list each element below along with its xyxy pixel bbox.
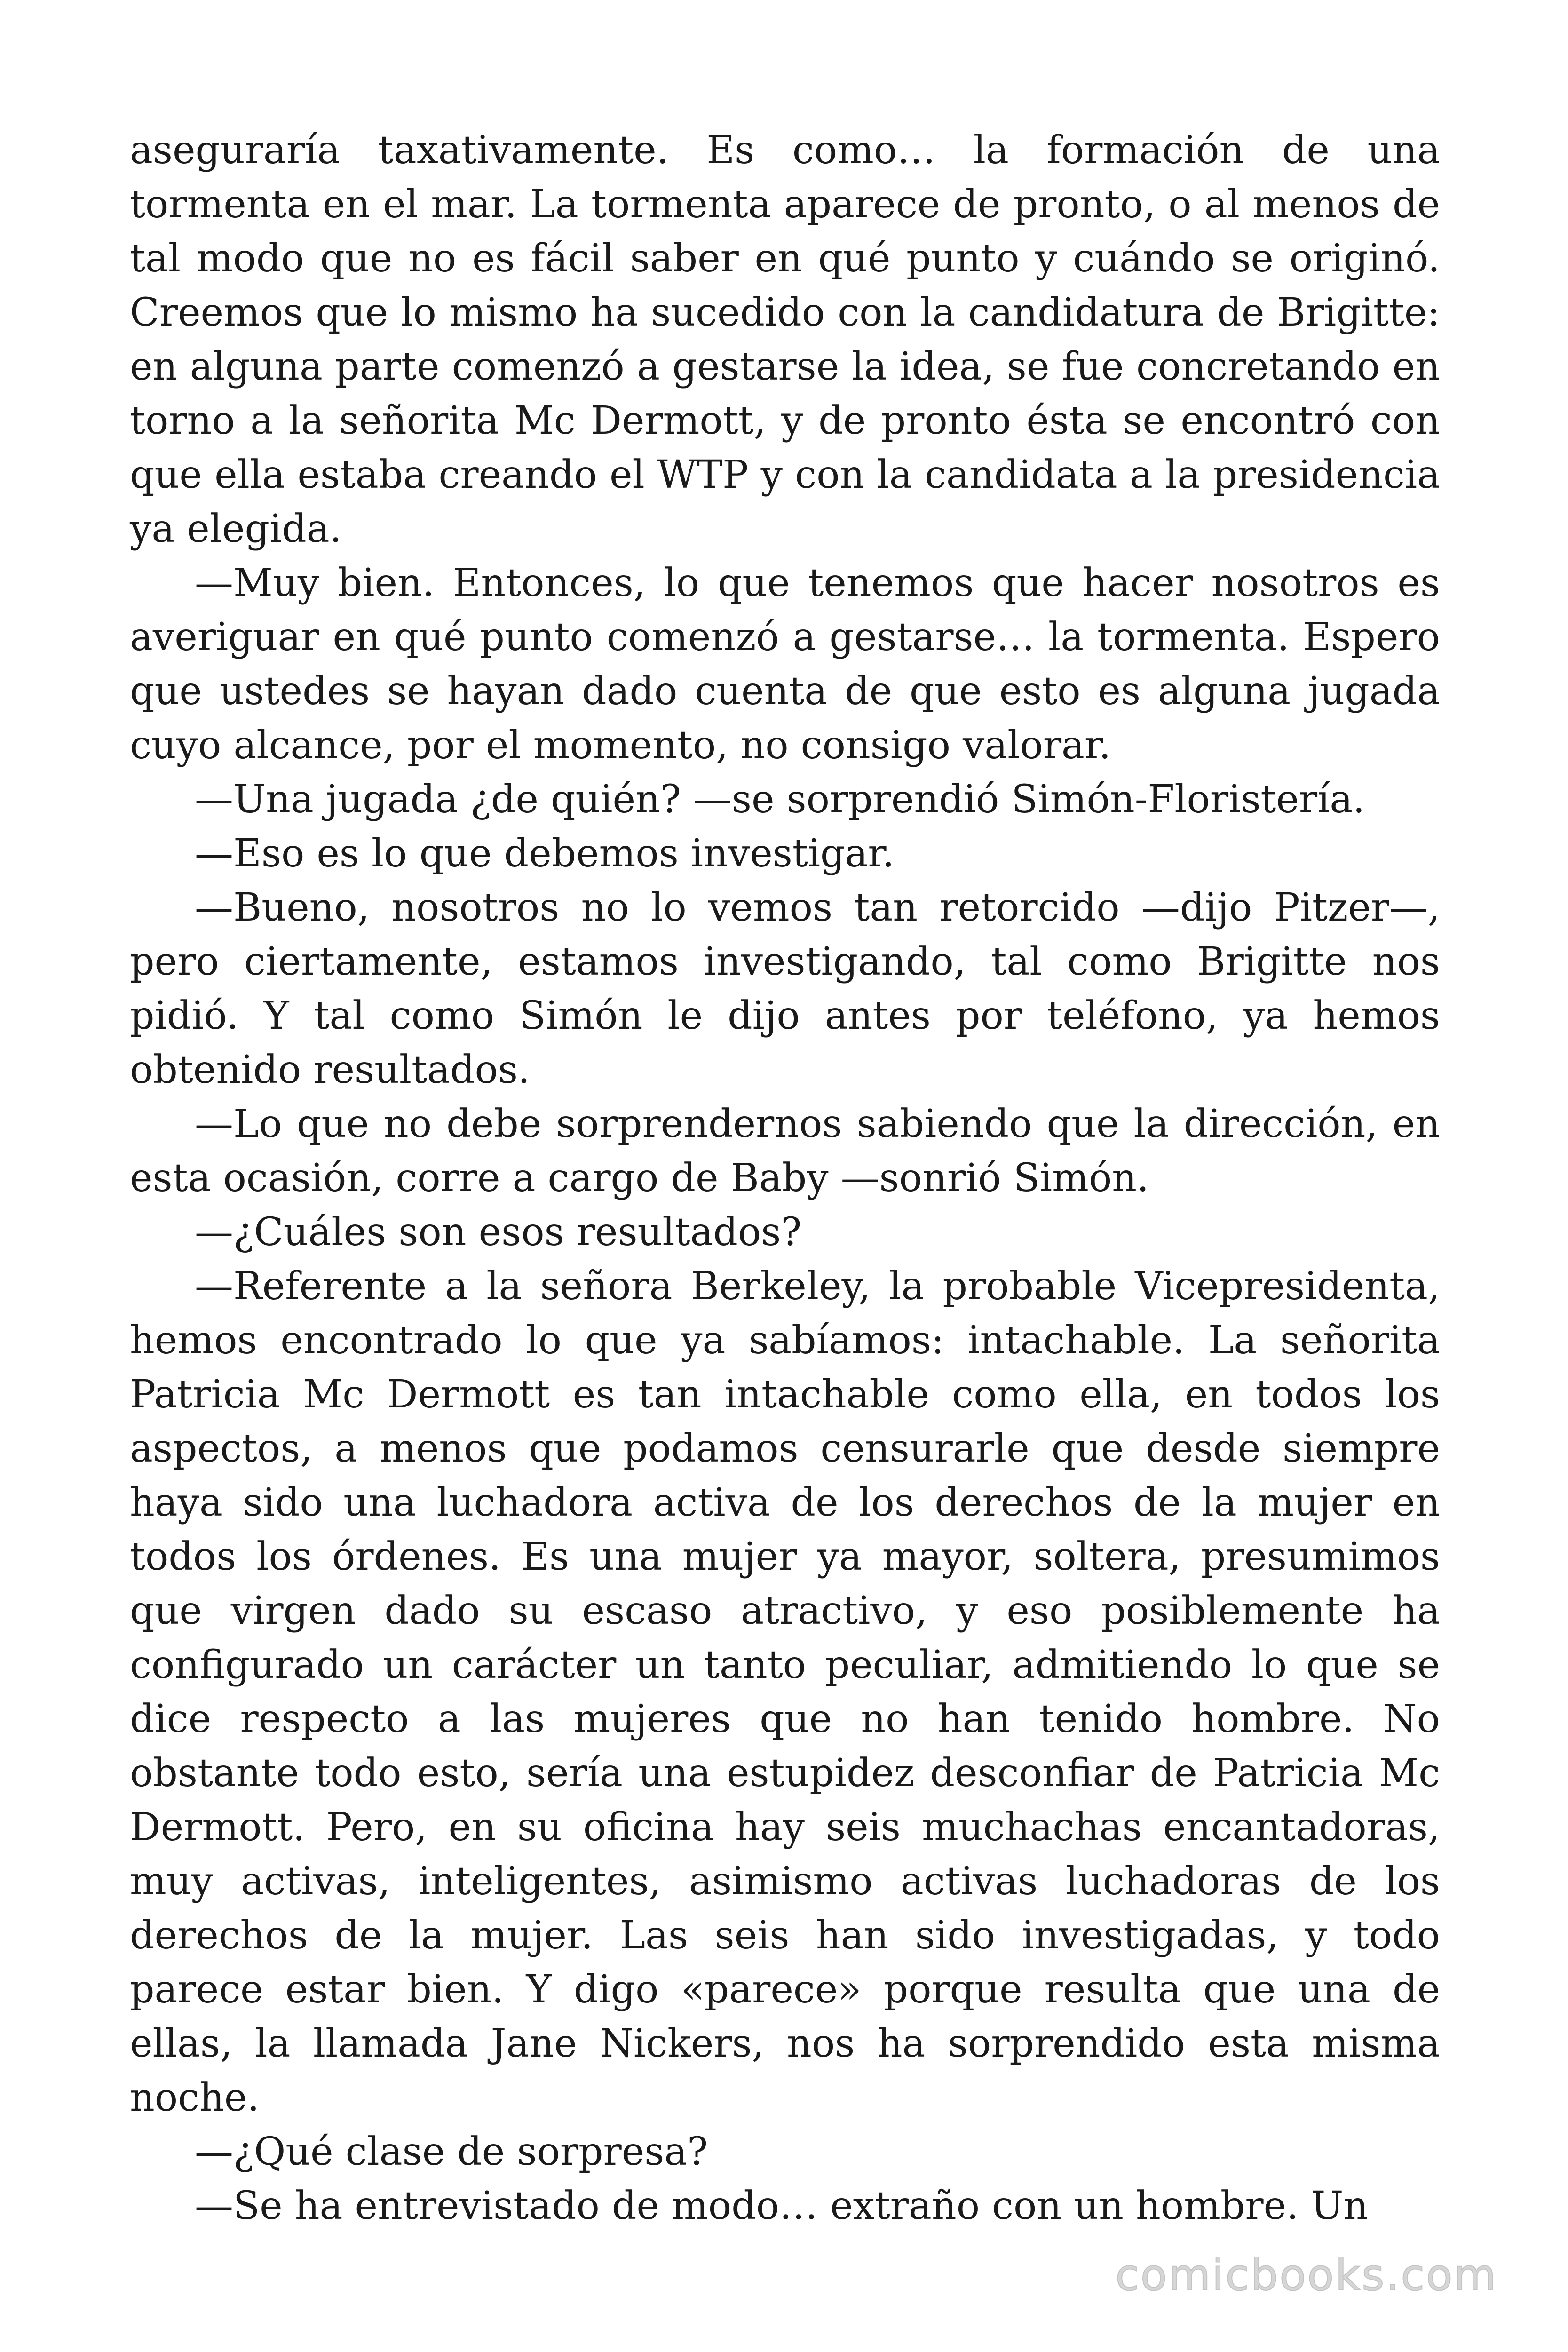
paragraph: —¿Qué clase de sorpresa?: [195, 2130, 708, 2174]
paragraph: aseguraría taxativamente. Es como… la formación de una tormenta en el mar. La tormenta aparece de pronto, o al menos de tal modo que no es fácil saber en qué punto y cuándo se originó. Creemos que lo mismo ha sucedido con la candidatura de Brigitte: en alguna parte comenzó a gestarse la idea, se fue concretando en torno a la señorita Mc Dermott, y de pronto ésta se encontró con que ella estaba creando el WTP y con la candidata a la presidencia ya elegida.: [130, 128, 1440, 551]
paragraph: —Lo que no debe sorprendernos sabiendo que la dirección, en esta ocasión, corre a cargo de Baby —sonrió Simón.: [130, 1102, 1440, 1200]
paragraph: —Eso es lo que debemos investigar.: [195, 831, 895, 876]
paragraph: —Muy bien. Entonces, lo que tenemos que hacer nosotros es averiguar en qué punto comenzó a gestarse… la tormenta. Espero que ustedes se hayan dado cuenta de que esto es alguna jugada cuyo alcance, por el momento, no consigo valorar.: [130, 561, 1440, 768]
paragraph: —¿Cuáles son esos resultados?: [195, 1210, 802, 1255]
body-text: [130, 123, 1440, 2233]
paragraph: —Una jugada ¿de quién? —se sorprendió Simón-Floristería.: [195, 777, 1365, 822]
paragraph: —Bueno, nosotros no lo vemos tan retorcido —dijo Pitzer—, pero ciertamente, estamos investigando, tal como Brigitte nos pidió. Y tal como Simón le dijo antes por teléfono, ya hemos obtenido resultados.: [130, 885, 1440, 1092]
watermark: comicbooks.com: [1115, 2250, 1497, 2300]
paragraph: —Referente a la señora Berkeley, la probable Vicepresidenta, hemos encontrado lo que ya sabíamos: intachable. La señorita Patricia Mc Dermott es tan intachable como ella, en todos los aspectos, a menos que podamos censurarle que desde siempre haya sido una luchadora activa de los derechos de la mujer en todos los órdenes. Es una mujer ya mayor, soltera, presumimos que virgen dado su escaso atractivo, y eso posiblemente ha configurado un carácter un tanto peculiar, admitiendo lo que se dice respecto a las mujeres que no han tenido hombre. No obstante todo esto, sería una estupidez desconfiar de Patricia Mc Dermott. Pero, en su oficina hay seis muchachas encantadoras, muy activas, inteligentes, asimismo activas luchadoras de los derechos de la mujer. Las seis han sido investigadas, y todo parece estar bien. Y digo «parece» porque resulta que una de ellas, la llamada Jane Nickers, nos ha sorprendido esta misma noche.: [130, 1264, 1440, 2120]
paragraph: —Se ha entrevistado de modo… extraño con un hombre. Un: [195, 2184, 1369, 2228]
